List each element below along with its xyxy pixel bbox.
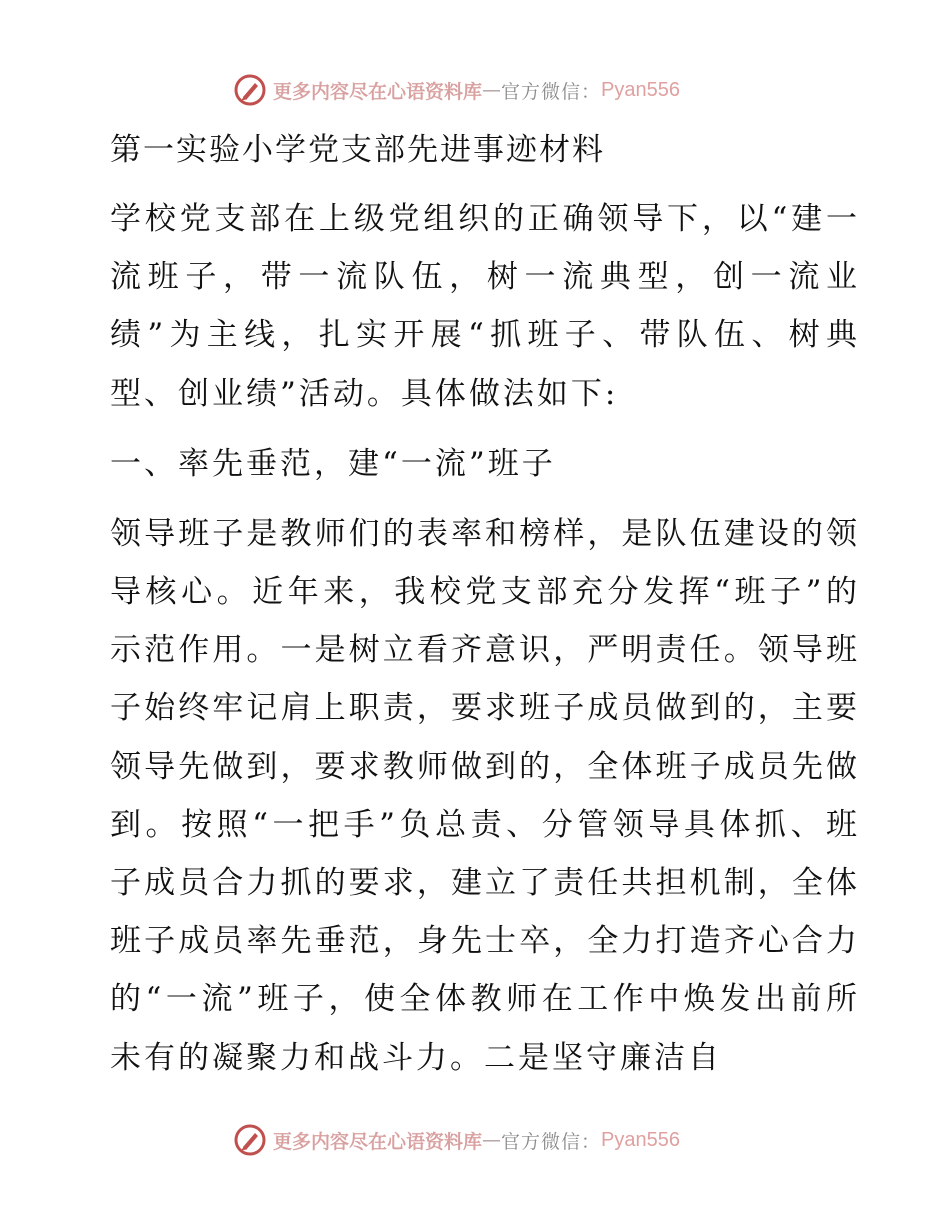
watermark-separator: — bbox=[482, 79, 502, 101]
watermark-separator: — bbox=[482, 1129, 502, 1151]
pen-nib-logo-icon bbox=[233, 1123, 267, 1157]
watermark-wechat-id: Pyan556 bbox=[601, 78, 680, 101]
watermark-site-text: 更多内容尽在心语资料库 bbox=[273, 1130, 483, 1153]
watermark-wechat-id: Pyan556 bbox=[601, 1128, 680, 1151]
section-paragraph: 领导班子是教师们的表率和榜样，是队伍建设的领导核心。近年来，我校党支部充分发挥“班子”的示范作用。一是树立看齐意识，严明责任。领导班子始终牢记肩上职责，要求班子成员做到的，主要领导先做到，要求教师做到的，全体班子成员先做到。按照“一把手”负总责、分管领导具体抓、班子成员合力抓的要求，建立了责任共担机制，全体班子成员率先垂范，身先士卒，全力打造齐心合力的“一流”班子，使全体教师在工作中焕发出前所未有的凝聚力和战斗力。二是坚守廉洁自 bbox=[110, 515, 860, 1076]
pen-nib-logo-icon bbox=[233, 73, 267, 107]
watermark-official-label: 官方微信： bbox=[501, 1130, 602, 1153]
document-title: 第一实验小学党支部先进事迹材料 bbox=[110, 132, 605, 168]
watermark-official-label: 官方微信： bbox=[501, 80, 602, 103]
intro-paragraph: 学校党支部在上级党组织的正确领导下，以“建一流班子，带一流队伍，树一流典型，创一流业绩”为主线，扎实开展“抓班子、带队伍、树典型、创业绩”活动。具体做法如下: bbox=[110, 201, 860, 412]
document-body bbox=[100, 122, 860, 1087]
watermark-site-text: 更多内容尽在心语资料库 bbox=[273, 80, 483, 103]
footer-watermark bbox=[233, 1120, 680, 1160]
header-watermark bbox=[233, 70, 680, 110]
section-heading: 一、率先垂范，建“一流”班子 bbox=[110, 445, 556, 482]
